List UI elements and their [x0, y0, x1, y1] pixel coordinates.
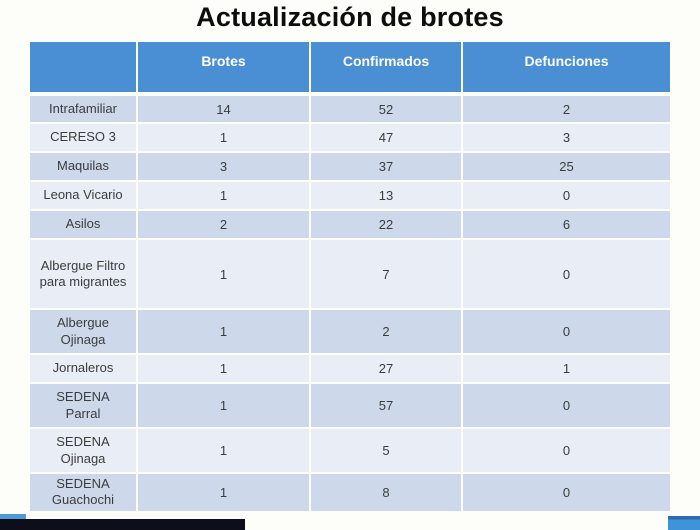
table-row [30, 239, 670, 309]
confirmados-value: 27 [310, 354, 462, 383]
table-row [30, 94, 670, 123]
video-progress-bar[interactable] [0, 519, 245, 530]
confirmados-value: 13 [310, 181, 462, 210]
table-header-row [30, 42, 670, 94]
defunciones-value: 2 [462, 94, 670, 123]
column-header-empty [30, 42, 137, 94]
brotes-value: 1 [137, 473, 310, 512]
row-label: Intrafamiliar [30, 94, 137, 123]
confirmados-value: 2 [310, 309, 462, 354]
row-label: CERESO 3 [30, 123, 137, 152]
table-row [30, 428, 670, 473]
row-label: SEDENA Parral [30, 383, 137, 428]
table-row [30, 354, 670, 383]
confirmados-value: 37 [310, 152, 462, 181]
table-row [30, 210, 670, 239]
confirmados-value: 5 [310, 428, 462, 473]
table-row [30, 473, 670, 512]
defunciones-value: 0 [462, 428, 670, 473]
brotes-value: 14 [137, 94, 310, 123]
brotes-value: 2 [137, 210, 310, 239]
brotes-value: 1 [137, 309, 310, 354]
table-row [30, 181, 670, 210]
brotes-value: 1 [137, 239, 310, 309]
confirmados-value: 8 [310, 473, 462, 512]
confirmados-value: 52 [310, 94, 462, 123]
defunciones-value: 1 [462, 354, 670, 383]
brotes-value: 1 [137, 123, 310, 152]
defunciones-value: 6 [462, 210, 670, 239]
row-label: Albergue Ojinaga [30, 309, 137, 354]
defunciones-value: 0 [462, 383, 670, 428]
brotes-value: 3 [137, 152, 310, 181]
outbreaks-table [30, 42, 670, 513]
table-row [30, 152, 670, 181]
defunciones-value: 25 [462, 152, 670, 181]
confirmados-value: 47 [310, 123, 462, 152]
row-label: Asilos [30, 210, 137, 239]
brotes-value: 1 [137, 383, 310, 428]
defunciones-value: 0 [462, 239, 670, 309]
table-row [30, 383, 670, 428]
confirmados-value: 7 [310, 239, 462, 309]
defunciones-value: 0 [462, 309, 670, 354]
row-label: SEDENA Ojinaga [30, 428, 137, 473]
row-label: Maquilas [30, 152, 137, 181]
table-row [30, 309, 670, 354]
row-label: Jornaleros [30, 354, 137, 383]
confirmados-value: 57 [310, 383, 462, 428]
table-row [30, 123, 670, 152]
brotes-value: 1 [137, 181, 310, 210]
defunciones-value: 3 [462, 123, 670, 152]
column-header-confirmados: Confirmados [310, 42, 462, 94]
defunciones-value: 0 [462, 473, 670, 512]
row-label: SEDENA Guachochi [30, 473, 137, 512]
page-title: Actualización de brotes [196, 2, 504, 32]
column-header-brotes: Brotes [137, 42, 310, 94]
confirmados-value: 22 [310, 210, 462, 239]
defunciones-value: 0 [462, 181, 670, 210]
brotes-value: 1 [137, 354, 310, 383]
corner-accent-right [668, 516, 700, 530]
row-label: Leona Vicario [30, 181, 137, 210]
row-label: Albergue Filtro para migrantes [30, 239, 137, 309]
brotes-value: 1 [137, 428, 310, 473]
column-header-defunciones: Defunciones [462, 42, 670, 94]
